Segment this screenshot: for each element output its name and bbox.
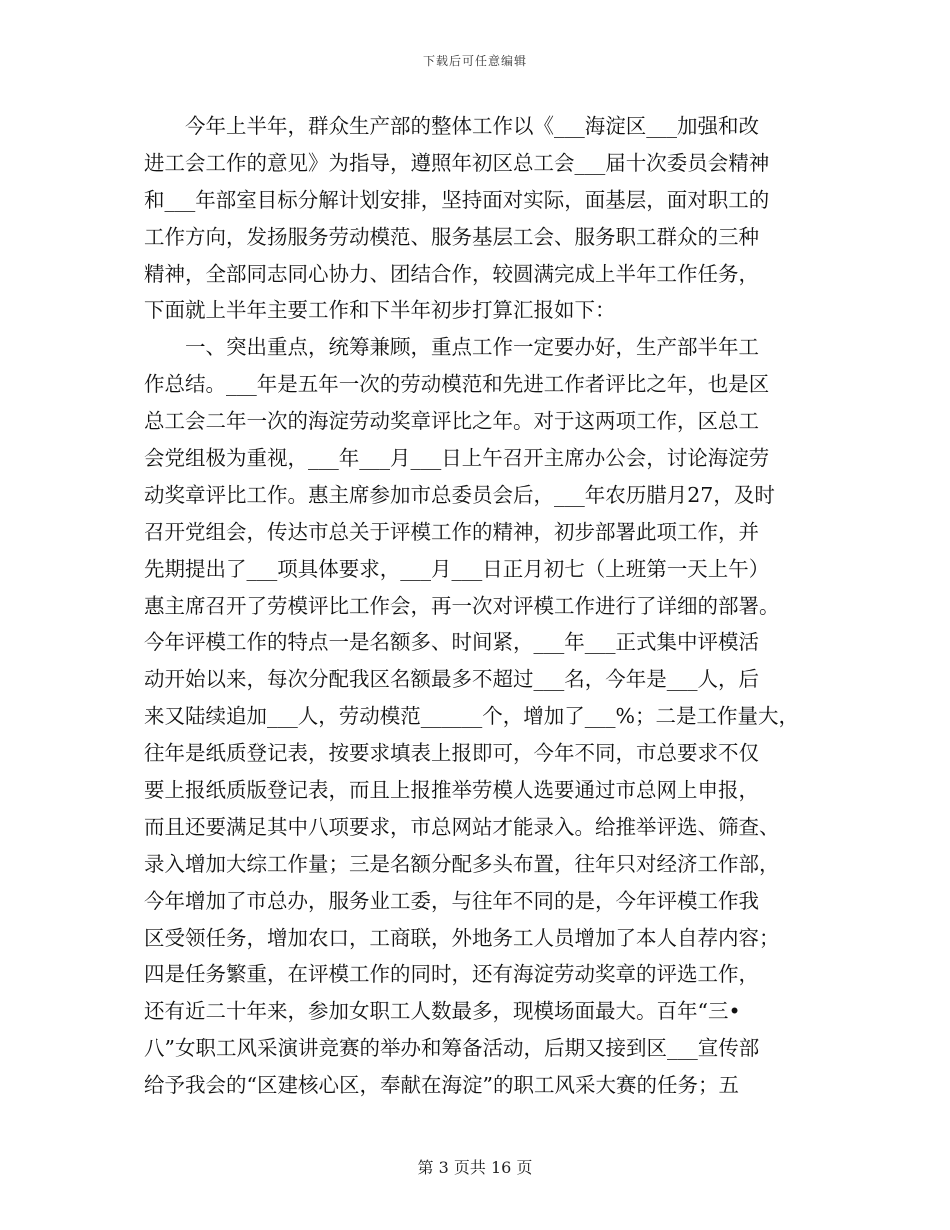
text-line: 今年上半年，群众生产部的整体工作以《___海淀区___加强和改 <box>185 114 759 138</box>
text-line: 要上报纸质版登记表，而且上报推举劳模人选要通过市总网上申报， <box>144 778 759 803</box>
text-line: 八”女职工风采演讲竞赛的举办和筹备活动，后期又接到区___宣传部 <box>144 1036 760 1061</box>
text-line: 总工会二年一次的海淀劳动奖章评比之年。对于这两项工作，区总工 <box>144 409 759 434</box>
text-line: 区受领任务，增加农口，工商联，外地务工人员增加了本人自荐内容； <box>144 925 780 950</box>
text-line: 动开始以来，每次分配我区名额最多不超过___名，今年是___人，后 <box>144 667 759 692</box>
text-line: 录入增加大综工作量；三是名额分配多头布置，往年只对经济工作部， <box>144 851 780 876</box>
page-header: 下载后可任意编辑 <box>422 54 527 68</box>
text-line: 惠主席召开了劳模评比工作会，再一次对评模工作进行了详细的部署。 <box>144 593 780 618</box>
text-line: 工作方向，发扬服务劳动模范、服务基层工会、服务职工群众的三种 <box>144 224 759 249</box>
text-line: 四是任务繁重，在评模工作的同时，还有海淀劳动奖章的评选工作， <box>144 962 759 987</box>
text-line: 给予我会的“区建核心区，奉献在海淀”的职工风采大赛的任务；五 <box>144 1073 739 1098</box>
text-line: 会党组极为重视，___年___月___日上午召开主席办公会，讨论海淀劳 <box>144 446 770 471</box>
text-line: 精神，全部同志同心协力、团结合作，较圆满完成上半年工作任务， <box>144 261 759 286</box>
text-line: 进工会工作的意见》为指导，遵照年初区总工会___届十次委员会精神 <box>144 150 770 175</box>
text-line: 召开党组会，传达市总关于评模工作的精神，初步部署此项工作，并 <box>144 519 759 544</box>
text-line: 还有近二十年来，参加女职工人数最多，现模场面最大。百年“三• <box>144 999 741 1024</box>
text-line: 动奖章评比工作。惠主席参加市总委员会后，___年农历腊月27，及时 <box>144 482 775 507</box>
text-line: 一、突出重点，统筹兼顾，重点工作一定要办好，生产部半年工 <box>185 335 759 360</box>
text-line: 下面就上半年主要工作和下半年初步打算汇报如下： <box>144 298 616 323</box>
text-line: 往年是纸质登记表，按要求填表上报即可，今年不同，市总要求不仅 <box>144 741 759 766</box>
text-line: 而且还要满足其中八项要求，市总网站才能录入。给推举评选、筛查、 <box>144 814 780 839</box>
text-line: 和___年部室目标分解计划安排，坚持面对实际，面基层，面对职工的 <box>144 187 770 212</box>
text-line: 今年增加了市总办，服务业工委，与往年不同的是，今年评模工作我 <box>144 888 759 913</box>
text-line: 作总结。___年是五年一次的劳动模范和先进工作者评比之年，也是区 <box>144 372 770 397</box>
text-line: 先期提出了___项具体要求，___月___日正月初七（上班第一天上午） <box>144 556 770 581</box>
page-number: 第 3 页共 16 页 <box>417 1158 533 1177</box>
text-line: 今年评模工作的特点一是名额多、时间紧，___年___正式集中评模活 <box>144 630 759 655</box>
text-line: 来又陆续追加___人，劳动模范______个，增加了___%；二是工作量大， <box>144 704 799 729</box>
document-body <box>144 108 802 1104</box>
